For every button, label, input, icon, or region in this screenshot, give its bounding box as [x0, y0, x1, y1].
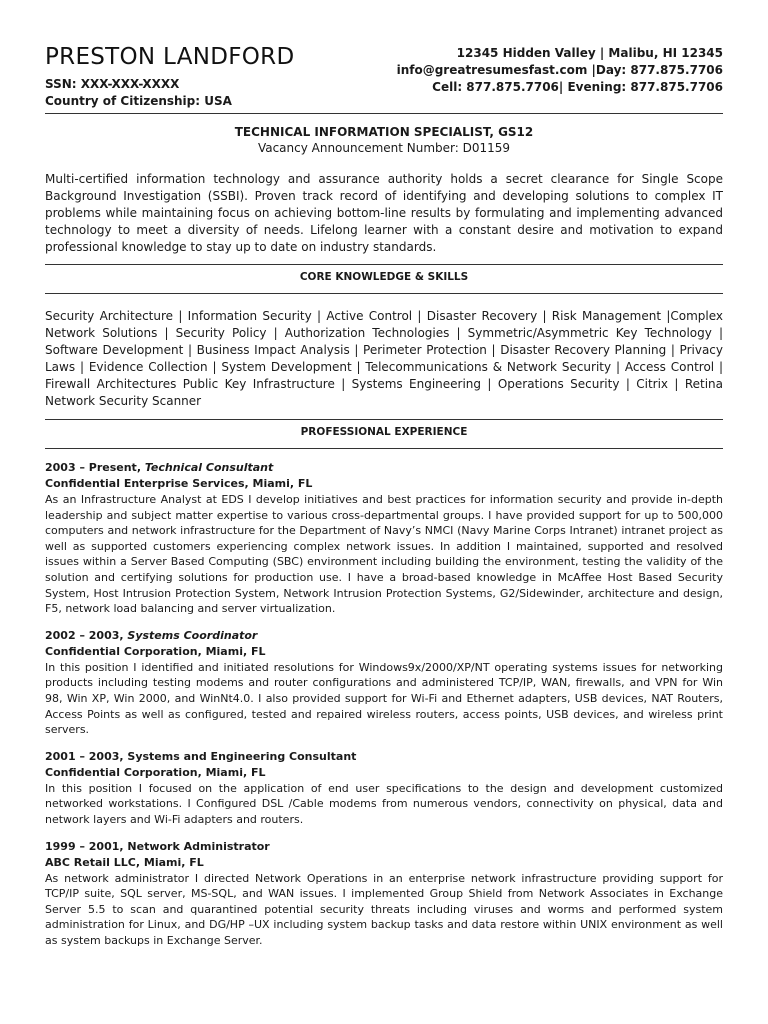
job-dates: 1999 – 2001, Network Administrator: [45, 839, 270, 853]
job-description: As an Infrastructure Analyst at EDS I develop initiatives and best practices for information security and provide in-depth leadership and subject matter expertise to various cross-departmental groups. I have provided support for up to 500,000 computers and network infrastructure for the Department of Navy’s NMCI (Navy Marine Corps Intranet) intranet project as well as supported customers experiencing complex network issues. In addition I maintained, supported and resolved issues within a Server Based Computing (SBC) environment including building the environment, testing the validity of the solution and certifying solutions for production use. I have a broad-based knowledge in McAffee Host Based Security System, Host Intrusion Protection System, Network Intrusion Protection Systems, G2/Sidewinder, architecture and design, F5, network load balancing and server virtualization.: [45, 493, 723, 616]
job-description: In this position I identified and initiated resolutions for Windows9x/2000/XP/NT operating systems issues for networking products including testing modems and router configurations and administered TCP/IP, WAN, firewalls, and VPN for Win 98, Win XP, Win 2000, and WinNt4.0. I also provided support for Wi-Fi and Ethernet adapters, USB devices, NAT Routers, Access Points as well as configured, tested and repaired wireless routers, access points, USB devices, and wireless print servers.: [45, 660, 723, 737]
citizenship-line: Country of Citizenship: USA: [45, 94, 232, 108]
job-entry: [45, 839, 723, 949]
contact-block: [397, 45, 723, 96]
candidate-name: PRESTON LANDFORD: [45, 44, 295, 70]
job-role: Technical Consultant: [144, 461, 274, 474]
ssn-line: SSN: XXX-XXX-XXXX: [45, 77, 180, 91]
vacancy-number: Vacancy Announcement Number: D01159: [257, 141, 511, 155]
address-line: 12345 Hidden Valley | Malibu, HI 12345: [456, 46, 723, 60]
job-description: As network administrator I directed Network Operations in an enterprise network infrastructure providing support for TCP/IP suite, SQL server, MS-SQL, and WAN issues. I implemented Group Shield from Network Associates in Exchange Server 5.5 to scan and quarantined potential security threats including viruses and worms and performed system administration for Linux, and DG/HP –UX including system backup tasks and data restore within UNIX environment as well as system backups in Exchange Server.: [45, 871, 723, 947]
position-title-block: [45, 124, 723, 156]
job-company: Confidential Corporation, Miami, FL: [45, 644, 266, 658]
job-dates: 2001 – 2003, Systems and Engineering Consultant: [45, 749, 357, 763]
experience-heading-divider: [45, 448, 723, 449]
email-day-line: info@greatresumesfast.com |Day: 877.875.7706: [396, 63, 723, 77]
job-company: Confidential Enterprise Services, Miami, FL: [45, 477, 313, 490]
position-title: TECHNICAL INFORMATION SPECIALIST, GS12: [234, 125, 534, 139]
header-divider: [45, 113, 723, 114]
summary-paragraph: Multi-certified information technology and assurance authority holds a secret clearance for Single Scope Background Investigation (SSBI). Proven track record of identifying and developing solutions to complex IT problems while maintaining focus on achieving bottom-line results by formulating and implementing advanced technology to meet a diversity of needs. Lifelong learner with a constant desire and motivation to expand professional knowledge to stay up to date on industry standards.: [45, 172, 723, 254]
job-company: Confidential Corporation, Miami, FL: [45, 765, 266, 779]
job-entry: [45, 628, 723, 738]
job-role: Systems Coordinator: [127, 628, 258, 642]
experience-divider: [45, 419, 723, 420]
skills-list: Security Architecture | Information Security | Active Control | Disaster Recovery | Risk Management |Complex Network Solutions | Security Policy | Authorization Technologies | Symmetric/Asymmetric Key Technology | Software Development | Business Impact Analysis | Perimeter Protection | Disaster Recovery Planning | Privacy Laws | Evidence Collection | System Development | Telecommunications & Network Security | Access Control | Firewall Architectures Public Key Infrastructure | Systems Engineering | Operations Security | Citrix | Retina Network Security Scanner: [45, 309, 723, 408]
job-entry: [45, 749, 723, 828]
job-dates: [45, 628, 723, 644]
job-dates: [45, 460, 723, 476]
job-dates-text: 2002 – 2003,: [45, 628, 128, 642]
skills-divider: [45, 264, 723, 265]
job-entry: [45, 460, 723, 617]
cell-evening-line: Cell: 877.875.7706| Evening: 877.875.7706: [432, 80, 723, 94]
job-dates-text: 2003 – Present,: [45, 461, 145, 474]
skills-heading-divider: [45, 293, 723, 294]
skills-heading: CORE KNOWLEDGE & SKILLS: [299, 271, 469, 283]
job-description: In this position I focused on the application of end user specifications to the design and development customized networked workstations. I Configured DSL /Cable modems from numerous vendors, connectivity on physical, data and network layers and Wi-Fi adapters and routers.: [45, 781, 723, 826]
job-company: ABC Retail LLC, Miami, FL: [45, 855, 204, 869]
experience-heading: PROFESSIONAL EXPERIENCE: [300, 426, 468, 438]
resume-header: [45, 0, 723, 113]
